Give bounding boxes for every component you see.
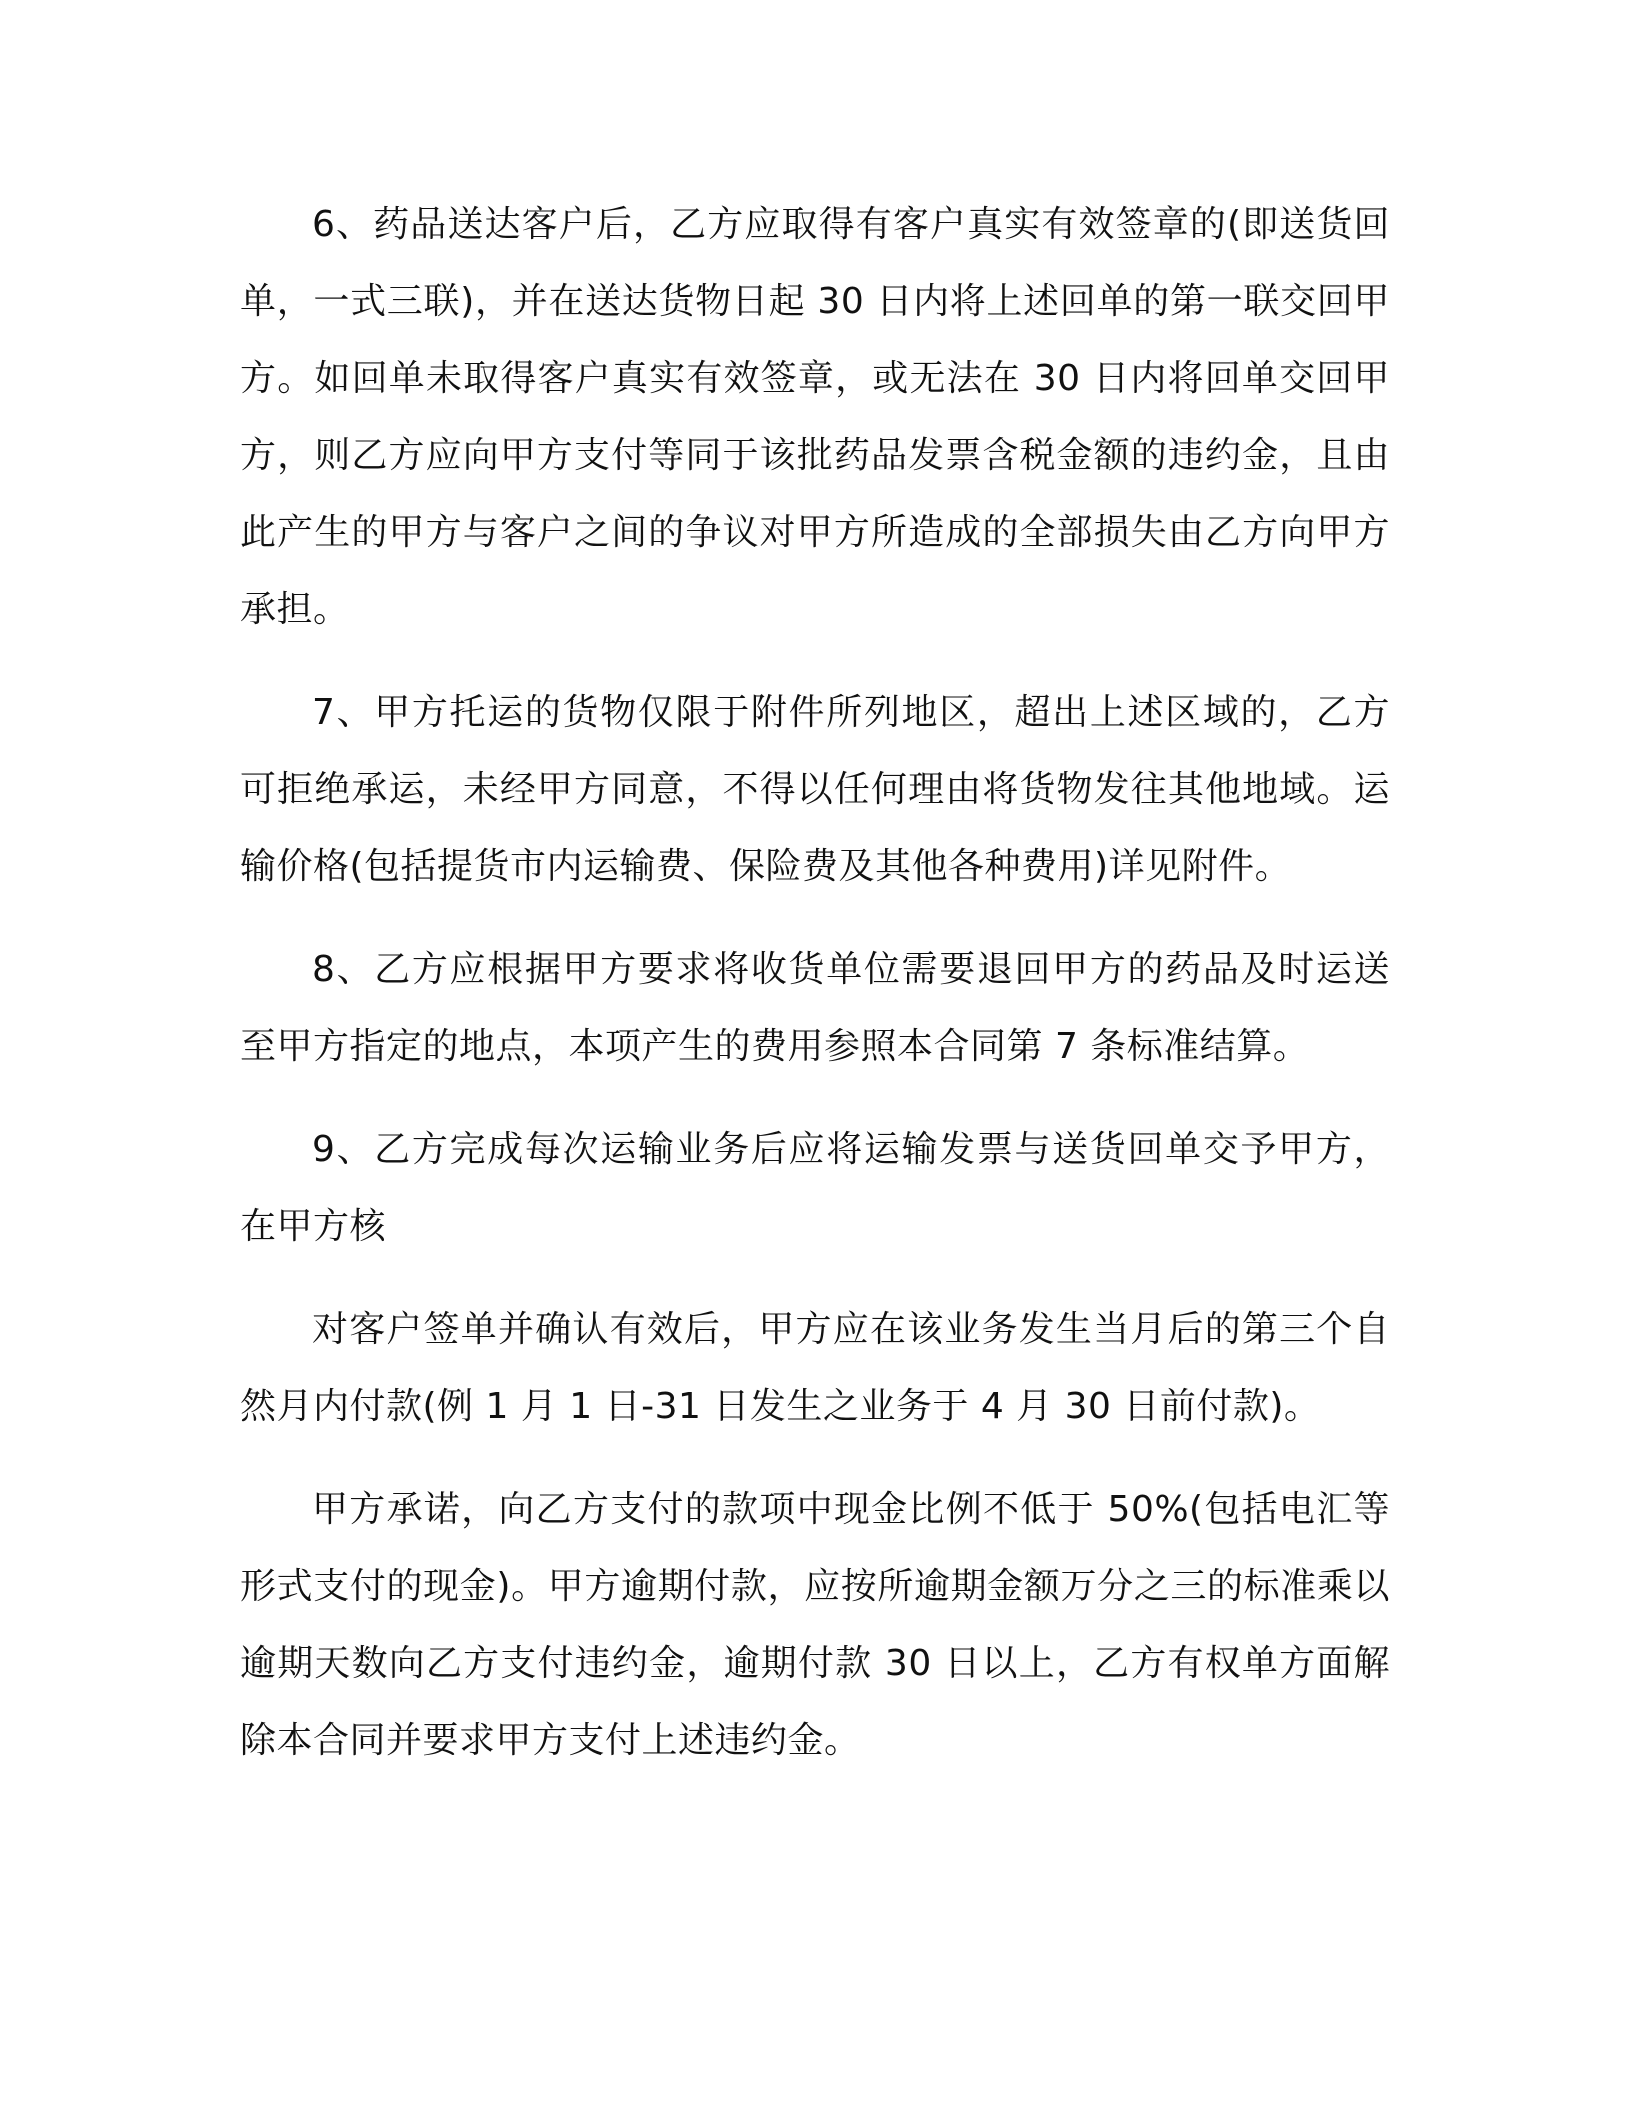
document-body [240, 186, 1390, 1779]
paragraph-clause-7: 7、甲方托运的货物仅限于附件所列地区，超出上述区域的，乙方可拒绝承运，未经甲方同意，不得以任何理由将货物发往其他地域。运输价格(包括提货市内运输费、保险费及其他各种费用)详见附件。 [240, 692, 1390, 887]
paragraph-clause-9: 9、乙方完成每次运输业务后应将运输发票与送货回单交予甲方，在甲方核 [240, 1129, 1390, 1247]
paragraph-cash-ratio: 甲方承诺，向乙方支付的款项中现金比例不低于 50%(包括电汇等形式支付的现金)。甲方逾期付款，应按所逾期金额万分之三的标准乘以逾期天数向乙方支付违约金，逾期付款 30 日以上，乙方有权单方面解除本合同并要求甲方支付上述违约金。 [240, 1489, 1390, 1761]
paragraph-payment-terms: 对客户签单并确认有效后，甲方应在该业务发生当月后的第三个自然月内付款(例 1 月 1 日-31 日发生之业务于 4 月 30 日前付款)。 [240, 1309, 1390, 1427]
paragraph-clause-6: 6、药品送达客户后，乙方应取得有客户真实有效签章的(即送货回单，一式三联)，并在送达货物日起 30 日内将上述回单的第一联交回甲方。如回单未取得客户真实有效签章，或无法在 30 日内将回单交回甲方，则乙方应向甲方支付等同于该批药品发票含税金额的违约金，且由此产生的甲方与客户之间的争议对甲方所造成的全部损失由乙方向甲方承担。 [240, 204, 1390, 630]
paragraph-clause-8: 8、乙方应根据甲方要求将收货单位需要退回甲方的药品及时运送至甲方指定的地点，本项产生的费用参照本合同第 7 条标准结算。 [240, 949, 1390, 1067]
